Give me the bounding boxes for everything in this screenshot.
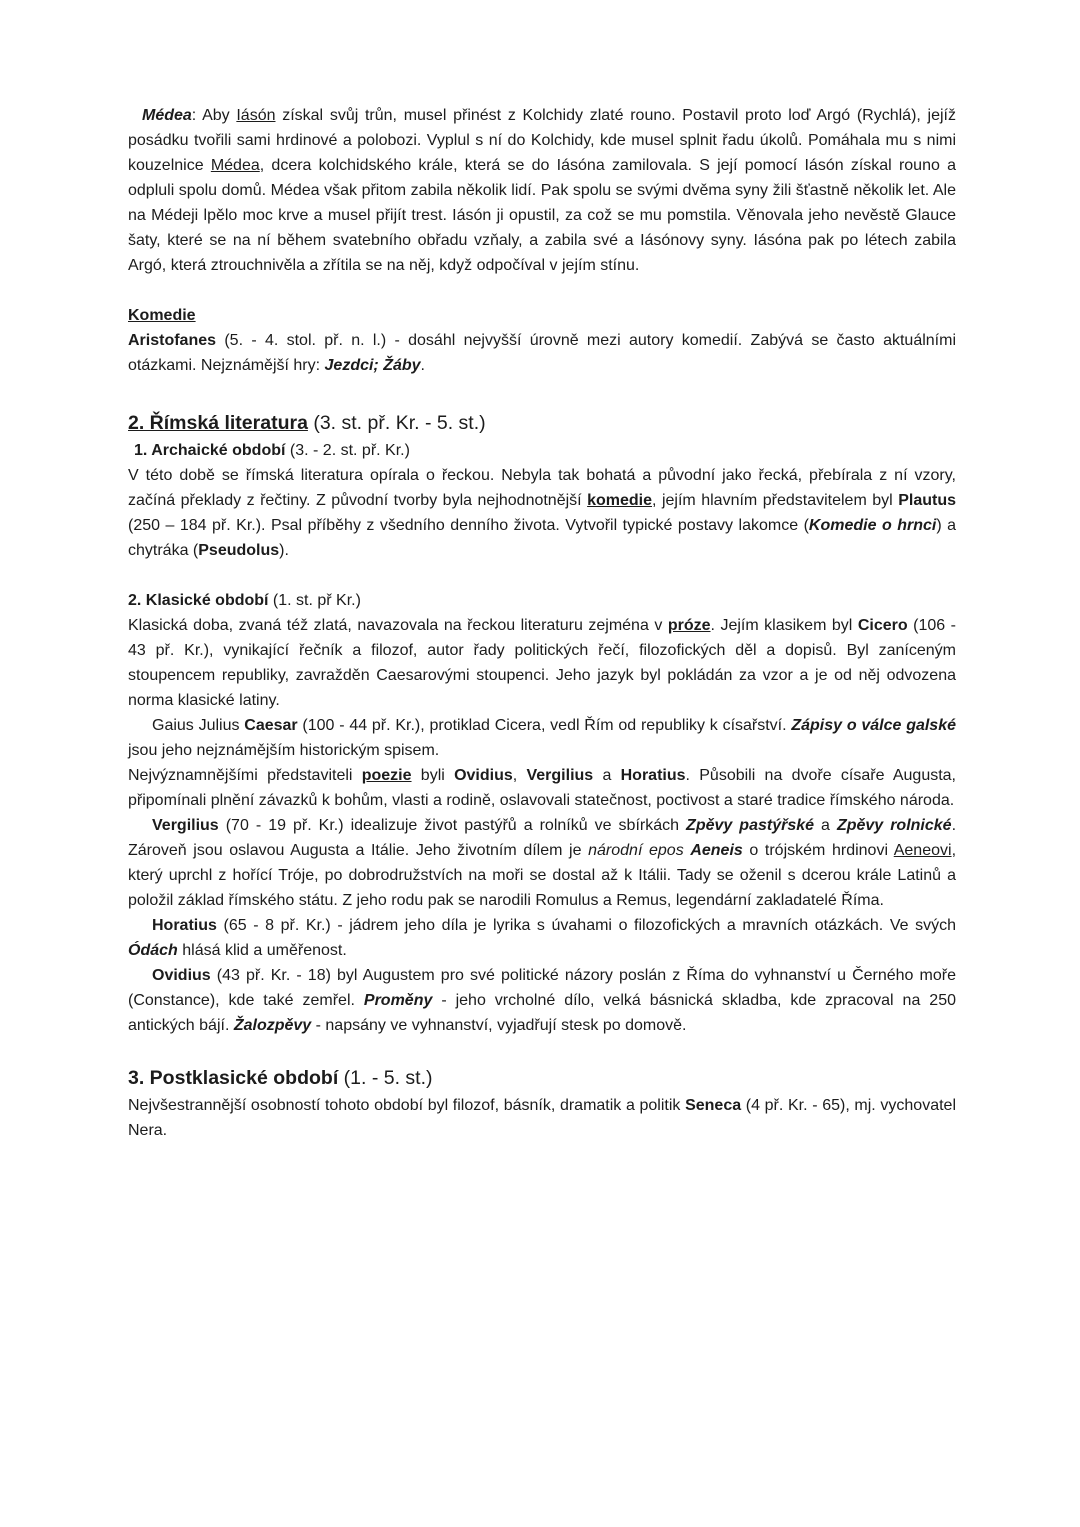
text-run: próze <box>667 617 711 634</box>
text-run: Aeneis <box>690 842 743 859</box>
text-run: Zápisy o válce galské <box>791 717 957 734</box>
text-run: Proměny <box>363 992 433 1009</box>
text-run: Komedie o hrnci <box>808 517 937 534</box>
paragraph-seneca <box>128 1093 956 1143</box>
text-run: Médea <box>142 107 192 124</box>
text-run: Plautus <box>898 492 956 509</box>
text-run: , dcera kolchidského krále, která se do Iásóna zamilovala. S její pomocí Iásón získal rouno a odpluli spolu domů. Médea však přitom zabila několik lidí. Pak spolu se svými dvěma syny žili šťastně několik let. Ale na Médeji lpělo moc krve a musel přijít trest. Iásón ji opustil, za což se mu pomstila. Věnovala jeho nevěstě Glauce šaty, které se na ní během svatebního obřadu vzňaly, a zabila své a Iásónovy syny. Iásóna pak po létech zabila Argó, která ztrouchnivěla a zřítila se na něj, když odpočíval v jejím stínu. <box>128 157 957 274</box>
text-run: Aristofanes <box>128 332 217 349</box>
text-run: Vergilius <box>152 817 219 834</box>
text-run: (1. - 5. st.) <box>338 1067 433 1089</box>
text-run: (250 – 184 př. Kr.). Psal příběhy z všedního denního života. Vytvořil typické postavy lakomce ( <box>128 517 809 534</box>
text-run: získal svůj trůn, musel přinést z Kolchidy zlaté rouno. Postavil proto loď Argó (Rychlá), jejíž posádku tvořili sami hrdinové a polobozi. Vyplul s ní do Kolchidy, kde musel splnit řadu úkolů. Pomáhala mu s nimi kouzelnice <box>128 107 957 174</box>
text-run: (70 - 19 př. Kr.) idealizuje život pastýřů a rolníků ve sbírkách <box>218 817 687 834</box>
text-run: 2. Klasické období <box>128 592 269 609</box>
text-run: (43 př. Kr. - 18) byl Augustem pro své politické názory poslán z Říma do vyhnanství u Černého moře (Constance), kde také zemřel. <box>128 967 956 1009</box>
paragraph-vergilius <box>128 813 956 913</box>
text-run: komedie <box>587 492 653 509</box>
heading-roman-literature <box>128 408 956 438</box>
text-run: Žalozpěvy <box>233 1017 312 1034</box>
text-run: : Aby <box>191 107 237 124</box>
text-run: Klasická doba, zvaná též zlatá, navazovala na řeckou literaturu zejména v <box>128 617 668 634</box>
text-run: Horatius <box>152 917 217 934</box>
text-run: a <box>814 817 837 834</box>
text-run: Ódách <box>128 942 178 959</box>
text-run: Pseudolus <box>198 542 280 559</box>
paragraph-ovidius <box>128 963 956 1038</box>
text-run: . Zároveň jsou oslavou Augusta a Itálie. Jeho životním dílem je <box>128 817 957 859</box>
text-run: ) a chytráka ( <box>128 517 957 559</box>
text-run: Seneca <box>685 1097 742 1114</box>
text-run: národní epos <box>588 842 691 859</box>
text-run: . <box>420 357 425 374</box>
text-run: V této době se římská literatura opírala o řeckou. Nebyla tak bohatá a původní jako řecká, přebírala z ní vzory, začíná překlady z řečtiny. Z původní tvorby byla nejhodnotnější <box>128 467 956 509</box>
text-run: 1. Archaické období <box>134 442 286 459</box>
text-run: - jeho vrcholné dílo, velká básnická skladba, kde zpracoval na 250 antických bájí. <box>128 992 956 1034</box>
text-run: Médea <box>210 157 260 174</box>
text-run: Horatius <box>620 767 686 784</box>
text-run: (3. st. př. Kr. - 5. st.) <box>307 412 486 434</box>
text-run: hlásá klid a uměřenost. <box>177 942 347 959</box>
paragraph-medea <box>128 103 956 278</box>
text-run: byli <box>411 767 455 784</box>
paragraph-poezie <box>128 763 956 813</box>
text-run: a <box>593 767 621 784</box>
text-run: Caesar <box>244 717 298 734</box>
heading-classical-period <box>128 588 956 613</box>
paragraph-aristofanes <box>128 328 956 378</box>
paragraph-horatius <box>128 913 956 963</box>
text-run: jsou jeho nejznámějším historickým spisem. <box>128 742 440 759</box>
text-run: Zpěvy pastýřské <box>686 817 815 834</box>
text-run: . Jejím klasikem byl <box>710 617 858 634</box>
text-run: Komedie <box>128 307 196 324</box>
text-run: (65 - 8 př. Kr.) - jádrem jeho díla je lyrika s úvahami o filozofických a mravních otázkách. Ve svých <box>216 917 956 934</box>
text-run: Zpěvy rolnické <box>836 817 952 834</box>
text-run: (1. st. př Kr.) <box>268 592 361 609</box>
heading-komedie <box>128 303 956 328</box>
text-run: Aeneovi <box>893 842 952 859</box>
text-run: 3. Postklasické období <box>128 1067 339 1089</box>
text-run: , jejím hlavním představitelem byl <box>652 492 899 509</box>
text-run: ). <box>279 542 289 559</box>
heading-postclassical-period <box>128 1063 956 1093</box>
text-run: Nejvšestrannější osobností tohoto období byl filozof, básník, dramatik a politik <box>128 1097 686 1114</box>
text-run: , který uprchl z hořící Tróje, po dobrodružstvích na moři se dostal až k Itálii. Tady se oženil s dcerou krále Latinů a položil základ římského státu. Z jeho rodu pak se narodili Romulus a Remus, legendární zakladatelé Říma. <box>128 842 957 909</box>
text-run: Cicero <box>857 617 908 634</box>
text-run: Ovidius <box>454 767 513 784</box>
text-run: (100 - 44 př. Kr.), protiklad Cicera, vedl Řím od republiky k císařství. <box>297 717 792 734</box>
text-run: (3. - 2. st. př. Kr.) <box>285 442 410 459</box>
text-run: poezie <box>361 767 412 784</box>
text-run: (4 př. Kr. - 65), mj. vychovatel Nera. <box>128 1097 956 1139</box>
text-run: - napsány ve vyhnanství, vyjadřují stesk po domově. <box>311 1017 687 1034</box>
text-run: Ovidius <box>152 967 211 984</box>
heading-archaic-period <box>128 438 956 463</box>
text-run: , <box>512 767 527 784</box>
text-run: Nejvýznamnějšími představiteli <box>128 767 362 784</box>
text-run: o trójském hrdinovi <box>742 842 894 859</box>
text-run: (106 - 43 př. Kr.), vynikající řečník a filozof, autor řady politických řečí, filozofických děl a dopisů. Byl zaníceným stoupencem republiky, zavražděn Caesarovými stoupenci. Jeho jazyk byl pokládán za vzor a je od něj odvozena norma klasické latiny. <box>128 617 956 709</box>
paragraph-cicero <box>128 613 956 713</box>
text-run: Jezdci; Žáby <box>324 357 421 374</box>
paragraph-caesar <box>128 713 956 763</box>
text-run: (5. - 4. stol. př. n. l.) - dosáhl nejvyšší úrovně mezi autory komedií. Zabývá se často aktuálními otázkami. Nejznámější hry: <box>128 332 956 374</box>
text-run: 2. Římská literatura <box>128 412 308 434</box>
text-run: Iásón <box>236 107 276 124</box>
text-run: . Působili na dvoře císaře Augusta, připomínali plnění závazků k bohům, vlasti a rodině, oslavovali statečnost, poctivost a staré tradice římského národa. <box>128 767 957 809</box>
text-run: Vergilius <box>526 767 594 784</box>
text-run: Gaius Julius <box>152 717 245 734</box>
paragraph-archaic-period <box>128 463 956 563</box>
